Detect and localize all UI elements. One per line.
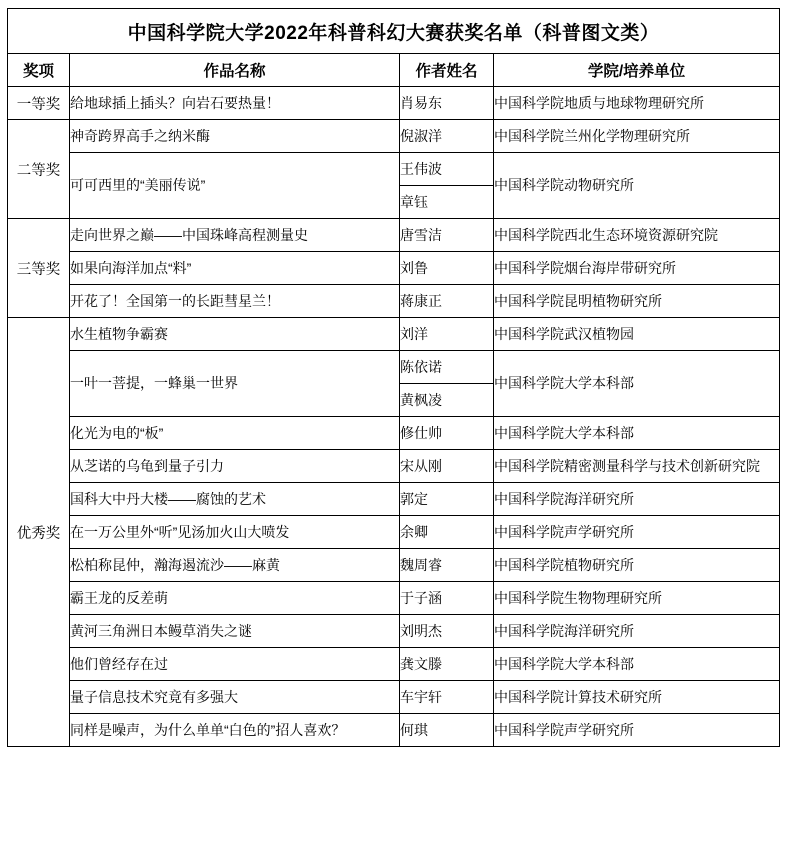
award-group-label: 一等奖 bbox=[8, 87, 70, 120]
table-row bbox=[8, 87, 780, 120]
table-row bbox=[8, 615, 780, 648]
unit-name: 中国科学院声学研究所 bbox=[494, 714, 780, 747]
award-group-label: 二等奖 bbox=[8, 120, 70, 219]
column-header-unit: 学院/培养单位 bbox=[494, 54, 780, 87]
author-name: 王伟波 bbox=[400, 153, 494, 186]
table-row bbox=[8, 120, 780, 153]
column-header-work: 作品名称 bbox=[70, 54, 400, 87]
unit-name: 中国科学院大学本科部 bbox=[494, 351, 780, 417]
work-title: 给地球插上插头？向岩石要热量！ bbox=[70, 87, 400, 120]
work-title: 神奇跨界高手之纳米酶 bbox=[70, 120, 400, 153]
author-name: 郭定 bbox=[400, 483, 494, 516]
unit-name: 中国科学院武汉植物园 bbox=[494, 318, 780, 351]
author-name: 章钰 bbox=[400, 186, 494, 219]
work-title: 开花了！全国第一的长距彗星兰！ bbox=[70, 285, 400, 318]
table-row bbox=[8, 252, 780, 285]
unit-name: 中国科学院动物研究所 bbox=[494, 153, 780, 219]
author-name: 刘明杰 bbox=[400, 615, 494, 648]
table-row bbox=[8, 483, 780, 516]
work-title: 可可西里的“美丽传说” bbox=[70, 153, 400, 219]
table-row bbox=[8, 582, 780, 615]
work-title: 国科大中丹大楼——腐蚀的艺术 bbox=[70, 483, 400, 516]
unit-name: 中国科学院兰州化学物理研究所 bbox=[494, 120, 780, 153]
author-name: 黄枫凌 bbox=[400, 384, 494, 417]
unit-name: 中国科学院计算技术研究所 bbox=[494, 681, 780, 714]
author-name: 宋从刚 bbox=[400, 450, 494, 483]
author-name: 肖易东 bbox=[400, 87, 494, 120]
work-title: 黄河三角洲日本鳗草消失之谜 bbox=[70, 615, 400, 648]
table-row bbox=[8, 450, 780, 483]
author-name: 蒋康正 bbox=[400, 285, 494, 318]
table-row bbox=[8, 153, 780, 186]
table-row bbox=[8, 549, 780, 582]
author-name: 陈依诺 bbox=[400, 351, 494, 384]
work-title: 如果向海洋加点“料” bbox=[70, 252, 400, 285]
page-title: 中国科学院大学2022年科普科幻大赛获奖名单（科普图文类） bbox=[8, 9, 780, 54]
column-header-author: 作者姓名 bbox=[400, 54, 494, 87]
author-name: 唐雪洁 bbox=[400, 219, 494, 252]
author-name: 龚文滕 bbox=[400, 648, 494, 681]
work-title: 同样是噪声，为什么单单“白色的”招人喜欢？ bbox=[70, 714, 400, 747]
table-row bbox=[8, 648, 780, 681]
table-row bbox=[8, 417, 780, 450]
author-name: 余卿 bbox=[400, 516, 494, 549]
unit-name: 中国科学院海洋研究所 bbox=[494, 483, 780, 516]
author-name: 于子涵 bbox=[400, 582, 494, 615]
table-row bbox=[8, 516, 780, 549]
award-group-label: 优秀奖 bbox=[8, 318, 70, 747]
table-row bbox=[8, 351, 780, 384]
author-name: 车宇轩 bbox=[400, 681, 494, 714]
author-name: 倪淑洋 bbox=[400, 120, 494, 153]
work-title: 一叶一菩提，一蜂巢一世界 bbox=[70, 351, 400, 417]
unit-name: 中国科学院烟台海岸带研究所 bbox=[494, 252, 780, 285]
work-title: 他们曾经存在过 bbox=[70, 648, 400, 681]
unit-name: 中国科学院西北生态环境资源研究院 bbox=[494, 219, 780, 252]
author-name: 何琪 bbox=[400, 714, 494, 747]
unit-name: 中国科学院大学本科部 bbox=[494, 648, 780, 681]
unit-name: 中国科学院昆明植物研究所 bbox=[494, 285, 780, 318]
author-name: 刘洋 bbox=[400, 318, 494, 351]
award-group-label: 三等奖 bbox=[8, 219, 70, 318]
work-title: 霸王龙的反差萌 bbox=[70, 582, 400, 615]
work-title: 水生植物争霸赛 bbox=[70, 318, 400, 351]
work-title: 松柏称昆仲，瀚海遏流沙——麻黄 bbox=[70, 549, 400, 582]
table-title-row bbox=[8, 9, 780, 54]
unit-name: 中国科学院声学研究所 bbox=[494, 516, 780, 549]
author-name: 修仕帅 bbox=[400, 417, 494, 450]
work-title: 量子信息技术究竟有多强大 bbox=[70, 681, 400, 714]
author-name: 刘鲁 bbox=[400, 252, 494, 285]
work-title: 走向世界之巅——中国珠峰高程测量史 bbox=[70, 219, 400, 252]
unit-name: 中国科学院植物研究所 bbox=[494, 549, 780, 582]
table-row bbox=[8, 285, 780, 318]
award-list-table bbox=[7, 8, 780, 747]
unit-name: 中国科学院海洋研究所 bbox=[494, 615, 780, 648]
document-page bbox=[0, 8, 786, 747]
table-header-row bbox=[8, 54, 780, 87]
table-row bbox=[8, 318, 780, 351]
unit-name: 中国科学院地质与地球物理研究所 bbox=[494, 87, 780, 120]
author-name: 魏周睿 bbox=[400, 549, 494, 582]
work-title: 从芝诺的乌龟到量子引力 bbox=[70, 450, 400, 483]
unit-name: 中国科学院大学本科部 bbox=[494, 417, 780, 450]
table-row bbox=[8, 714, 780, 747]
work-title: 化光为电的“板” bbox=[70, 417, 400, 450]
unit-name: 中国科学院生物物理研究所 bbox=[494, 582, 780, 615]
work-title: 在一万公里外“听”见汤加火山大喷发 bbox=[70, 516, 400, 549]
column-header-award: 奖项 bbox=[8, 54, 70, 87]
table-row bbox=[8, 219, 780, 252]
table-row bbox=[8, 681, 780, 714]
unit-name: 中国科学院精密测量科学与技术创新研究院 bbox=[494, 450, 780, 483]
